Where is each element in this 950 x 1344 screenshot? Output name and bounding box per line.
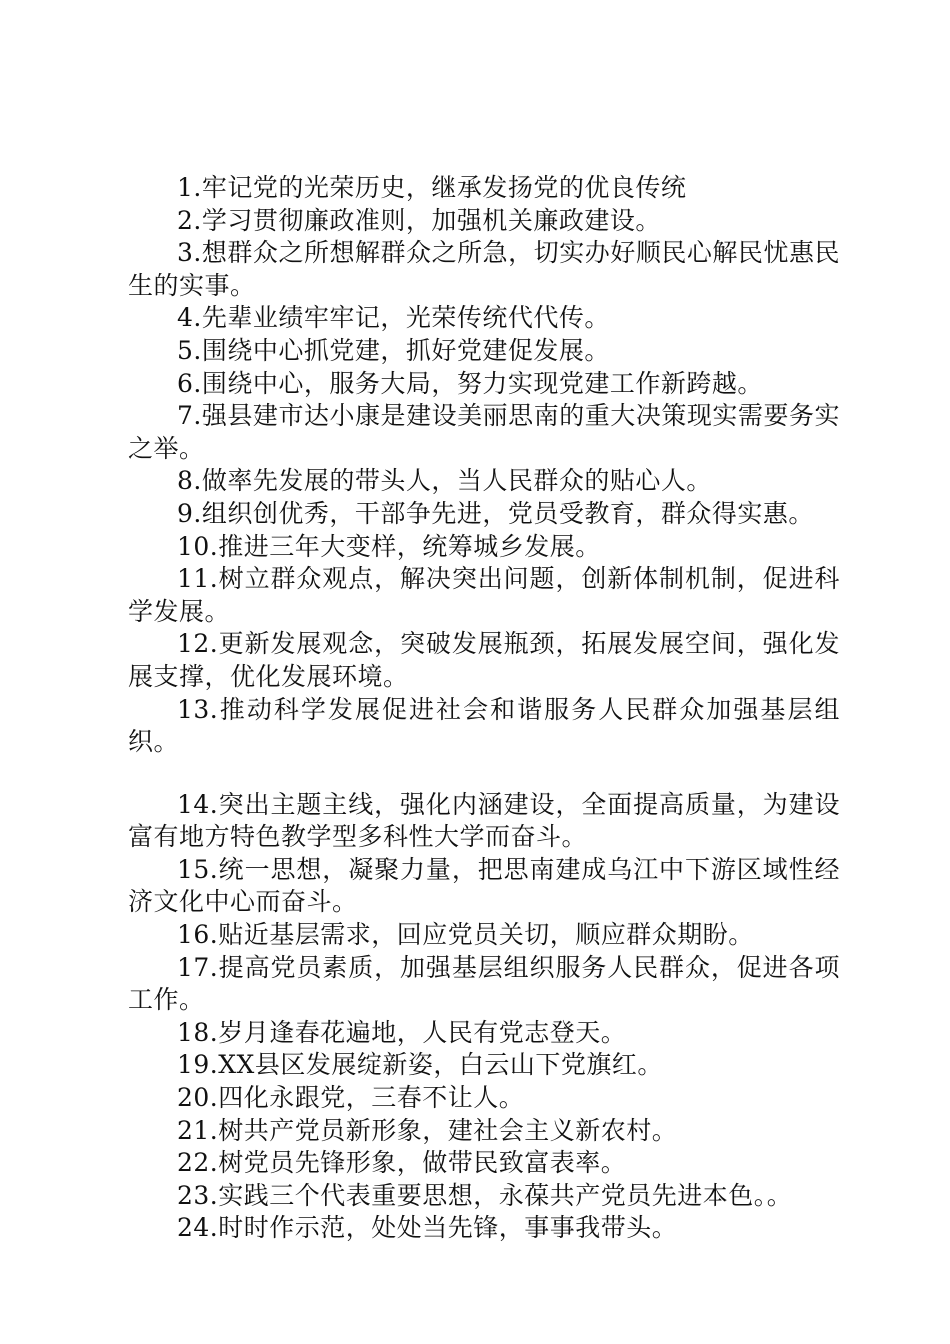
list-item-19: 19.XX县区发展绽新姿，白云山下党旗红。 — [177, 1050, 663, 1080]
list-item-5: 5.围绕中心抓党建，抓好党建促发展。 — [177, 335, 610, 365]
list-item-13: 13.推动科学发展促进社会和谐服务人民群众加强基层组织。 — [128, 694, 840, 757]
list-item-12: 12.更新发展观念，突破发展瓶颈，拓展发展空间，强化发展支撑，优化发展环境。 — [128, 629, 840, 691]
list-item-8: 8.做率先发展的带头人，当人民群众的贴心人。 — [177, 466, 712, 496]
list-item-11: 11.树立群众观点，解决突出问题，创新体制机制，促进科学发展。 — [128, 564, 840, 626]
list-item-14: 14.突出主题主线，强化内涵建设，全面提高质量，为建设富有地方特色教学型多科性大学而奋斗。 — [128, 789, 840, 852]
paragraph-gap — [128, 759, 840, 789]
list-item-17: 17.提高党员素质，加强基层组织服务人民群众，促进各项工作。 — [128, 952, 840, 1015]
list-item-4: 4.先辈业绩牢牢记，光荣传统代代传。 — [177, 303, 610, 333]
list-item-15: 15.统一思想，凝聚力量，把思南建成乌江中下游区域性经济文化中心而奋斗。 — [128, 854, 840, 917]
list-item-3: 3.想群众之所想解群众之所急，切实办好顺民心解民忧惠民生的实事。 — [128, 238, 840, 300]
list-item-21: 21.树共产党员新形象，建社会主义新农村。 — [177, 1115, 678, 1145]
document-body — [128, 172, 840, 1245]
list-item-9: 9.组织创优秀，干部争先进，党员受教育，群众得实惠。 — [177, 498, 814, 528]
list-item-24: 24.时时作示范，处处当先锋，事事我带头。 — [177, 1213, 678, 1243]
list-item-20: 20.四化永跟党，三春不让人。 — [177, 1083, 525, 1113]
list-item-7: 7.强县建市达小康是建设美丽思南的重大决策现实需要务实之举。 — [128, 401, 840, 463]
list-item-2: 2.学习贯彻廉政准则，加强机关廉政建设。 — [177, 205, 661, 235]
list-item-10: 10.推进三年大变样，统筹城乡发展。 — [177, 531, 601, 561]
list-item-22: 22.树党员先锋形象，做带民致富表率。 — [177, 1148, 627, 1178]
list-item-23: 23.实践三个代表重要思想，永葆共产党员先进本色。。 — [177, 1180, 793, 1210]
list-item-1: 1.牢记党的光荣历史，继承发扬党的优良传统 — [177, 173, 687, 202]
list-item-16: 16.贴近基层需求，回应党员关切，顺应群众期盼。 — [177, 920, 754, 950]
list-item-6: 6.围绕中心，服务大局，努力实现党建工作新跨越。 — [177, 368, 763, 398]
list-item-18: 18.岁月逢春花遍地，人民有党志登天。 — [177, 1017, 627, 1047]
